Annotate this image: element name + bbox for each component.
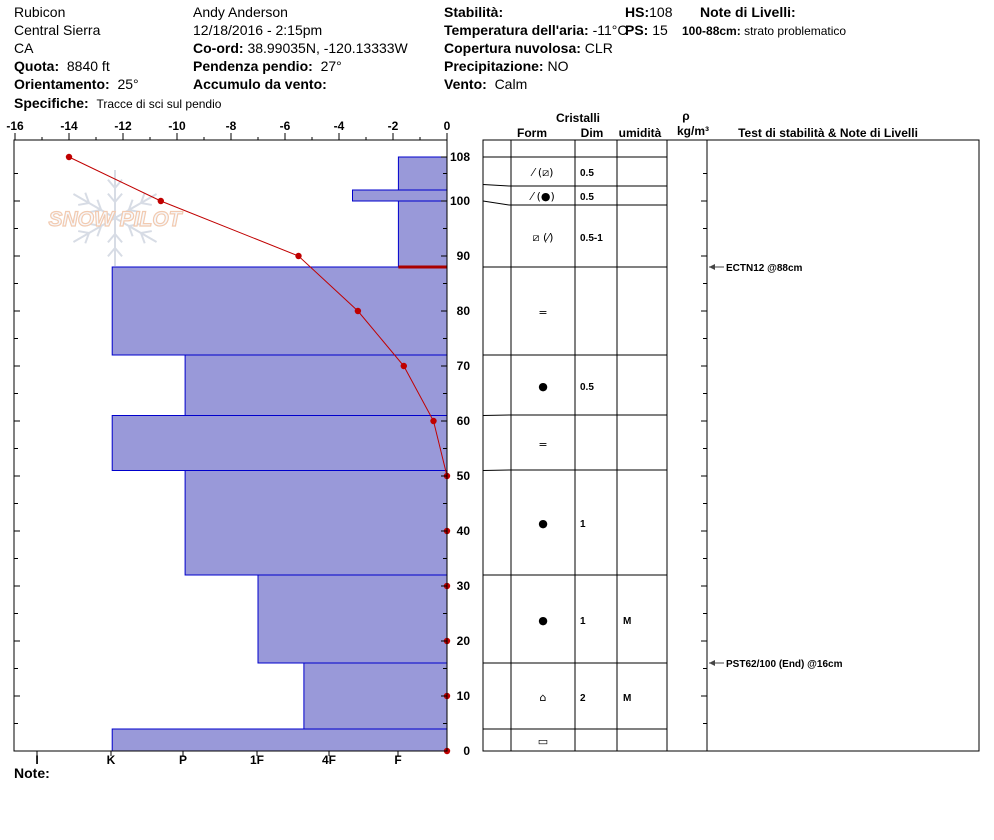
- grain-size: 1: [580, 616, 586, 627]
- height-tick-label: 60: [456, 414, 470, 428]
- site-name: Rubicon: [14, 4, 66, 20]
- temperature-point: [401, 363, 407, 369]
- specifics-value: Tracce di sci sul pendio: [96, 97, 222, 111]
- region: Central Sierra: [14, 22, 101, 38]
- wind-label: Vento:: [444, 76, 487, 92]
- temperature-point: [66, 154, 72, 160]
- grain-form: ●: [538, 380, 548, 393]
- form-header: Form: [517, 126, 547, 140]
- elevation-label: Quota:: [14, 58, 60, 74]
- snowflake-branch: [78, 203, 89, 205]
- grain-form: ●: [538, 614, 548, 627]
- tests-header: Test di stabilità & Note di Livelli: [738, 126, 918, 140]
- grain-form: ⁄ (⧄): [532, 166, 554, 179]
- density-unit: kg/m³: [676, 124, 710, 138]
- temperature-point: [430, 418, 436, 424]
- temperature-point: [355, 308, 361, 314]
- wind-loading-label: Accumulo da vento:: [193, 76, 327, 92]
- state: CA: [14, 40, 34, 56]
- grain-form: ▭: [537, 735, 549, 748]
- hardness-layer-bar: [112, 267, 447, 355]
- height-tick-label: 70: [456, 359, 470, 373]
- test-arrow-icon: [709, 264, 715, 270]
- height-tick-label: 10: [456, 689, 470, 703]
- height-tick-label: 30: [456, 579, 470, 593]
- temp-tick-label: -6: [279, 119, 291, 133]
- hardness-layer-bar: [304, 663, 447, 729]
- logo-text: SNOW PILOT: [48, 208, 182, 231]
- precip-label: Precipitazione:: [444, 58, 544, 74]
- air-temp-value: -11°C: [592, 22, 628, 38]
- temp-tick-label: -2: [387, 119, 399, 133]
- hardness-layer-bar: [353, 190, 448, 201]
- hs-label: HS:: [625, 4, 650, 20]
- slope-label: Pendenza pendio:: [193, 58, 313, 74]
- temp-tick-label: -8: [225, 119, 237, 133]
- snowflake-branch: [141, 231, 152, 233]
- snowpilot-watermark: [49, 170, 184, 266]
- grain-size: 1: [580, 519, 586, 530]
- column-headers: [517, 109, 918, 140]
- hardness-label: I: [35, 753, 39, 767]
- hardness-layer-bar: [185, 471, 447, 576]
- layer-note-text: strato problematico: [744, 24, 847, 38]
- grain-size: 0.5: [580, 192, 594, 203]
- snowflake-branch: [108, 194, 115, 202]
- boundary-connector: [483, 470, 509, 471]
- observer: Andy Anderson: [193, 4, 288, 20]
- grain-size: 0.5: [580, 168, 594, 179]
- grain-form: ⁄ (●): [531, 190, 555, 203]
- temp-tick-label: -4: [333, 119, 345, 133]
- crystals-header: Cristalli: [555, 111, 601, 125]
- height-tick-label: 100: [449, 194, 470, 208]
- temperature-point: [158, 198, 164, 204]
- snowflake-branch: [115, 248, 122, 256]
- density-symbol: ρ: [682, 109, 690, 123]
- snowflake-branch: [78, 231, 89, 233]
- temp-tick-label: -16: [6, 119, 24, 133]
- hardness-layers: [112, 157, 447, 751]
- air-temp-label: Temperatura dell'aria:: [444, 22, 589, 38]
- moisture-value: M: [623, 693, 632, 704]
- hardness-label: K: [106, 753, 116, 767]
- hardness-layer-bar: [112, 416, 447, 471]
- temp-tick-label: -12: [114, 119, 132, 133]
- stability-test-label: PST62/100 (End) @16cm: [726, 659, 843, 670]
- grain-size: 2: [580, 693, 586, 704]
- height-tick-label: 40: [456, 524, 470, 538]
- height-tick-label: 0: [463, 744, 470, 758]
- note-label: Note:: [14, 765, 50, 781]
- datetime: 12/18/2016 - 2:15pm: [193, 22, 323, 38]
- snowflake-branch: [108, 234, 115, 242]
- sky-label: Copertura nuvolosa:: [444, 40, 581, 56]
- coords-value: 38.99035N, -120.13333W: [247, 40, 408, 56]
- grain-form: =: [538, 438, 548, 451]
- test-arrow-icon: [709, 660, 715, 666]
- slope-value: 27°: [320, 58, 342, 74]
- hs-value: 108: [649, 4, 673, 20]
- hardness-layer-bar: [258, 575, 447, 663]
- grain-size: 0.5-1: [580, 233, 603, 244]
- aspect-value: 25°: [117, 76, 139, 92]
- height-tick-label: 20: [456, 634, 470, 648]
- aspect-label: Orientamento:: [14, 76, 110, 92]
- boundary-connector: [483, 201, 509, 205]
- temperature-point: [295, 253, 301, 259]
- coords-label: Co-ord:: [193, 40, 244, 56]
- hardness-layer-bar: [185, 355, 447, 416]
- ps-label: PS:: [625, 22, 649, 38]
- specifics-label: Specifiche:: [14, 95, 89, 111]
- stability-test-label: ECTN12 @88cm: [726, 263, 803, 274]
- grain-form: ●: [538, 517, 548, 530]
- snowflake-branch: [141, 203, 152, 205]
- hardness-label: P: [178, 753, 188, 767]
- stability-label: Stabilità:: [444, 4, 504, 20]
- hardness-label: 4F: [321, 753, 337, 767]
- temp-tick-label: 0: [443, 119, 451, 133]
- grain-form: =: [538, 306, 548, 319]
- hardness-label: F: [394, 753, 402, 767]
- grain-size: 0.5: [580, 382, 594, 393]
- snowflake-branch: [115, 234, 122, 242]
- boundary-connector: [483, 415, 509, 416]
- layer-notes-label: Note di Livelli:: [700, 4, 796, 20]
- snowflake-branch: [108, 248, 115, 256]
- layer-note-range: 100-88cm:: [682, 24, 741, 38]
- snowflake-branch: [115, 194, 122, 202]
- temp-tick-label: -10: [168, 119, 186, 133]
- height-tick-label: 80: [456, 304, 470, 318]
- hardness-layer-bar: [398, 201, 447, 267]
- height-tick-label: 90: [456, 249, 470, 263]
- wind-value: Calm: [494, 76, 528, 92]
- moisture-value: M: [623, 616, 632, 627]
- sky-value: CLR: [584, 40, 613, 56]
- hardness-layer-bar: [398, 157, 447, 190]
- crystal-table: [483, 140, 979, 751]
- grain-form: ⌂: [539, 691, 547, 704]
- height-tick-label: 108: [449, 150, 470, 164]
- precip-value: NO: [547, 58, 569, 74]
- grain-form: ⧄ (⁄): [532, 231, 554, 244]
- elevation-value: 8840 ft: [66, 58, 110, 74]
- temp-tick-label: -14: [60, 119, 78, 133]
- height-tick-label: 50: [456, 469, 470, 483]
- boundary-connector: [483, 185, 509, 187]
- hardness-label: 1F: [249, 753, 265, 767]
- moisture-header: umidità: [618, 126, 662, 140]
- hardness-layer-bar: [112, 729, 447, 751]
- size-header: Dim: [580, 126, 604, 140]
- snowflake-branch: [108, 180, 115, 188]
- ps-value: 15: [652, 22, 668, 38]
